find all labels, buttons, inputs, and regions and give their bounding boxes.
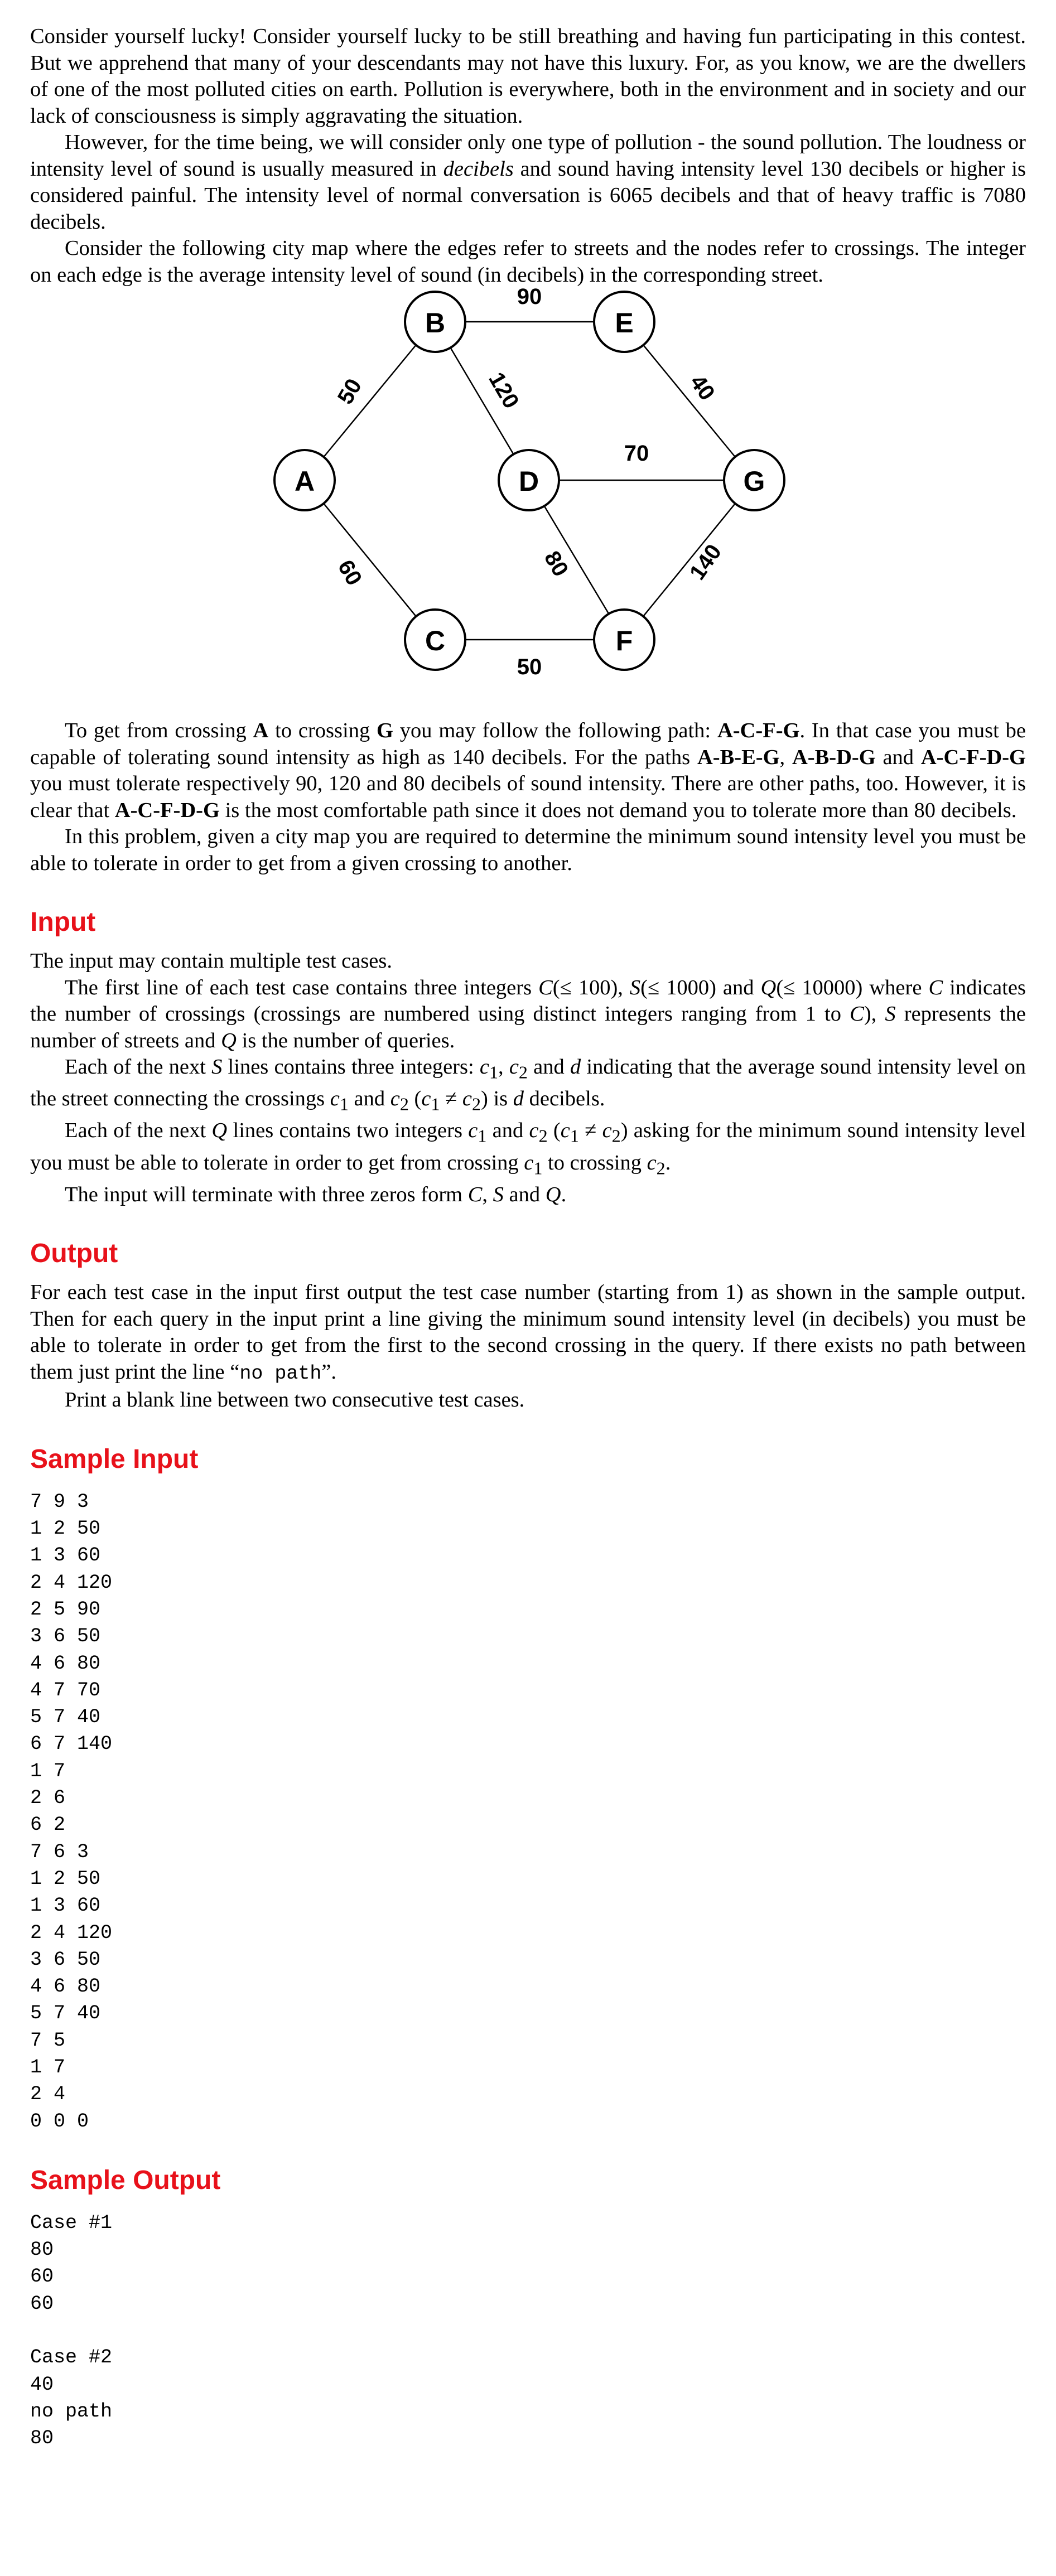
node-G bbox=[724, 450, 784, 510]
edge-weight-D-G: 70 bbox=[624, 441, 649, 466]
node-label-A: A bbox=[294, 466, 315, 497]
edge-weight-C-F: 50 bbox=[517, 655, 542, 679]
input-line-5: The input will terminate with three zeros form C, S and Q. bbox=[65, 1182, 567, 1206]
node-label-G: G bbox=[743, 466, 765, 497]
problem-task-paragraph: In this problem, given a city map you are required to determine the minimum sound intensity level you must be able to tolerate in order to get from a given crossing to another. bbox=[30, 825, 1026, 875]
input-heading: Input bbox=[30, 907, 96, 937]
node-label-D: D bbox=[518, 466, 539, 497]
edge-weight-E-G: 40 bbox=[685, 370, 720, 405]
sample-output-heading: Sample Output bbox=[30, 2165, 221, 2195]
node-A bbox=[274, 450, 335, 510]
node-label-E: E bbox=[615, 307, 634, 339]
node-B bbox=[405, 292, 465, 352]
path-explanation-paragraph: To get from crossing A to crossing G you may follow the following path: A-C-F-G. In that case you must be capable of tolerating sound intensity as high as 140 decibels. For the paths A-B-E-G, A-B-D-G and A-C-F-D-G you must tolerate respectively 90, 120 and 80 decibels of sound intensity. There are other paths, too. However, it is clear that A-C-F-D-G is the most comfortable path since it does not demand you to tolerate more than 80 decibels. bbox=[30, 719, 1026, 822]
sample-output-block: Case #1 80 60 60 Case #2 40 no path 80 bbox=[30, 2211, 113, 2450]
edge-weight-B-D: 120 bbox=[484, 368, 524, 413]
sample-input-block: 7 9 3 1 2 50 1 3 60 2 4 120 2 5 90 3 6 50 4 6 80 4 7 70 5 7 40 6 7 140 1 7 2 6 6 2 7 6 3 1 2 50 1 3 60 2 4 120 3 6 50 4 6 80 5 7 40 7 5 1 7 2 4 0 0 0 bbox=[30, 1490, 113, 2133]
node-F bbox=[594, 610, 654, 670]
node-label-B: B bbox=[425, 307, 446, 339]
node-label-C: C bbox=[425, 625, 446, 656]
node-C bbox=[405, 610, 465, 670]
output-paragraph-2: Print a blank line between two consecutive test cases. bbox=[65, 1388, 525, 1412]
input-line-4: Each of the next Q lines contains two integers $c_1$ and $c_2$ $(c_1 \ne c_2)$ asking for the minimum sound intensity level you must be able to tolerate in order to get from crossing $c_1$ to crossing $c_2$. bbox=[30, 1119, 1026, 1178]
problem-statement bbox=[30, 23, 1026, 2452]
input-line-1: The input may contain multiple test cases. bbox=[30, 949, 392, 973]
input-line-2: The first line of each test case contains three integers C(≤ 100), S(≤ 1000) and Q(≤ 10000) where C indicates the number of crossings (crossings are numbered using distinct integers ranging from 1 to C), S represents the number of streets and Q is the number of queries. bbox=[30, 975, 1026, 1052]
node-label-F: F bbox=[615, 625, 633, 656]
input-line-3: Each of the next S lines contains three integers: $c_1$, $c_2$ and d indicating that the average sound intensity level on the street connecting the crossings $c_1$ and $c_2$ $(c_1 \ne c_2)$ is d decibels. bbox=[30, 1055, 1026, 1114]
edge-weight-D-F: 80 bbox=[539, 547, 573, 581]
edge-weight-F-G: 140 bbox=[684, 540, 727, 584]
edge-weight-B-E: 90 bbox=[517, 288, 542, 309]
edge-weight-A-B: 50 bbox=[332, 374, 367, 409]
intro-paragraph-2: However, for the time being, we will consider only one type of pollution - the sound pollution. The loudness or intensity level of sound is usually measured in decibels and sound having intensity level 130 decibels or higher is considered painful. The intensity level of normal conversation is 6065 decibels and that of heavy traffic is 7080 decibels. bbox=[30, 131, 1026, 234]
output-heading: Output bbox=[30, 1239, 118, 1269]
sample-input-heading: Sample Input bbox=[30, 1444, 199, 1474]
city-map-diagram bbox=[30, 288, 1026, 718]
intro-paragraph-1: Consider yourself lucky! Consider yourself lucky to be still breathing and having fun participating in this contest. But we apprehend that many of your descendants may not have this luxury. For, as you know, we are the dwellers of one of the most polluted cities on earth. Pollution is everywhere, both in the environment and in society and our lack of consciousness is simply aggravating the situation. bbox=[30, 25, 1026, 128]
city-map-svg bbox=[30, 288, 1026, 718]
output-paragraph-1: For each test case in the input first output the test case number (starting from 1) as shown in the sample output. Then for each query in the input print a line giving the minimum sound intensity level (in decibels) you must be able to tolerate in order to get from the first to the second crossing in the query. If there exists no path between them just print the line “no path”. bbox=[30, 1280, 1026, 1385]
intro-paragraph-3: Consider the following city map where the edges refer to streets and the nodes refer to crossings. The integer on each edge is the average intensity level of sound (in decibels) in the corresponding street. bbox=[30, 236, 1026, 287]
node-D bbox=[499, 450, 559, 510]
node-E bbox=[594, 292, 654, 352]
edge-weight-A-C: 60 bbox=[332, 555, 367, 590]
